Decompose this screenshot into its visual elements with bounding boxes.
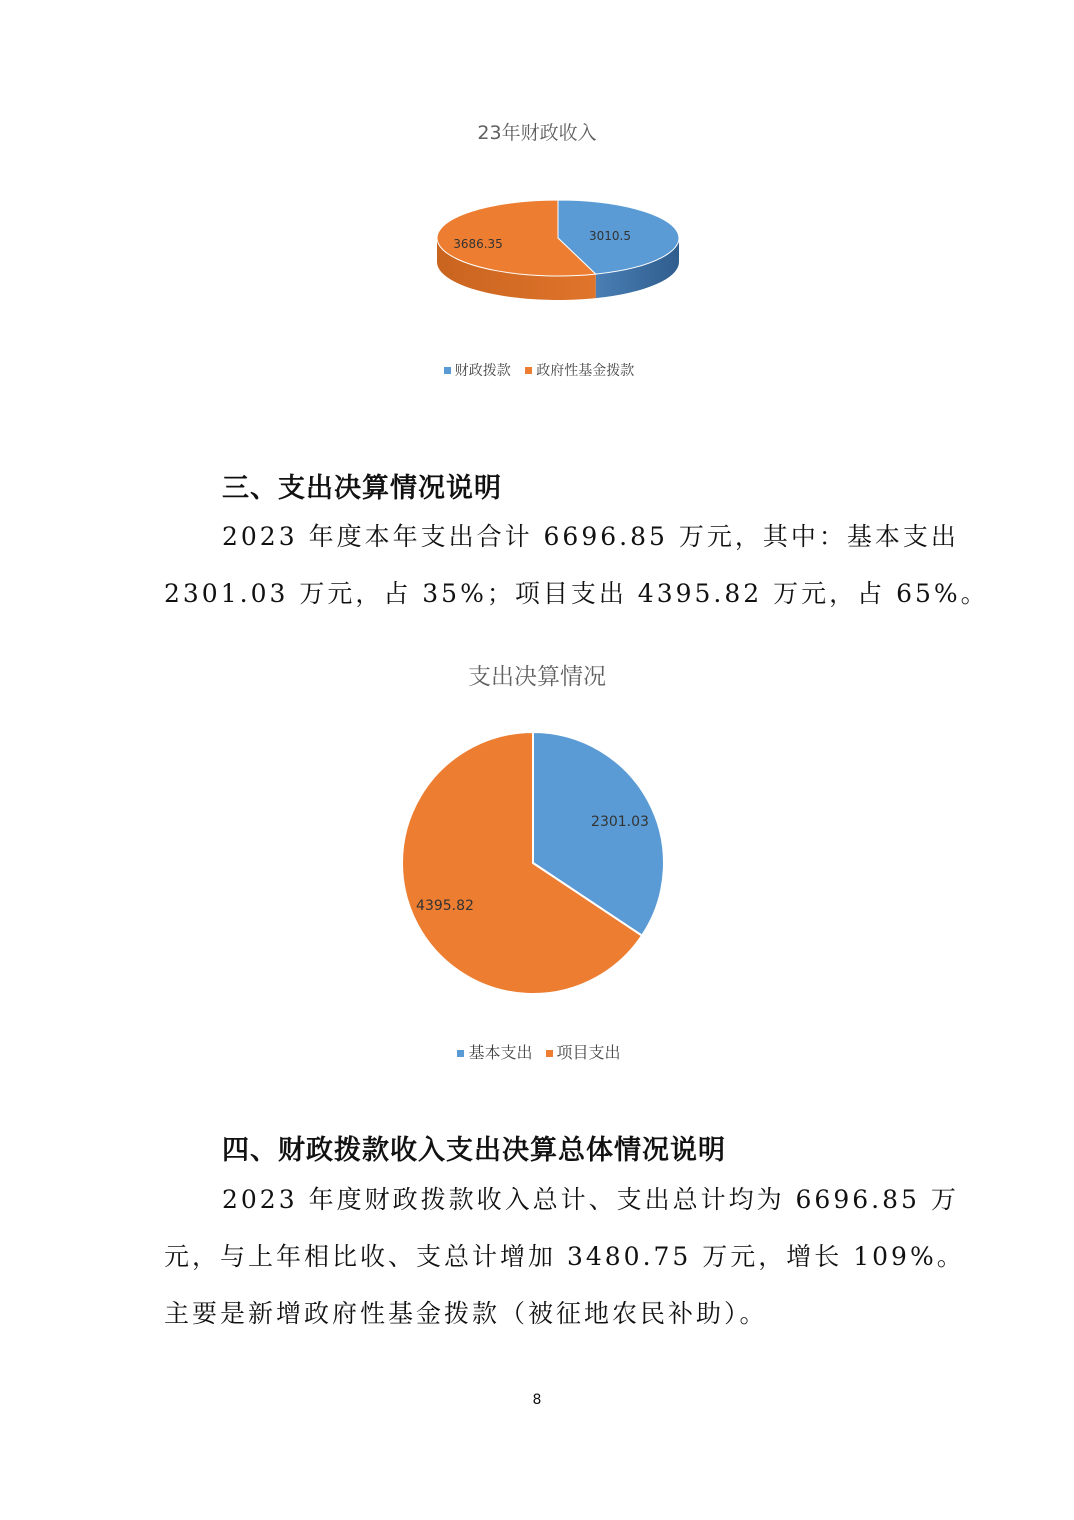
chart1-pie xyxy=(420,190,700,320)
legend-swatch-blue xyxy=(444,367,451,374)
legend-swatch-orange xyxy=(546,1050,553,1057)
section4-line-2: 元，与上年相比收、支总计增加 3480.75 万元，增长 109%。 xyxy=(164,1242,965,1271)
legend-item: 项目支出 xyxy=(556,1043,621,1062)
chart1-label-1: 3686.35 xyxy=(453,237,503,251)
chart1-title: 23年财政收入 xyxy=(477,122,597,144)
chart2-legend xyxy=(0,1040,1074,1063)
chart2-pie xyxy=(395,725,675,1005)
section3-line-2: 2301.03 万元，占 35%；项目支出 4395.82 万元，占 65%。 xyxy=(164,579,989,608)
chart1-label-0: 3010.5 xyxy=(589,229,631,243)
chart2-label-0: 2301.03 xyxy=(591,814,649,830)
legend-item: 财政拨款 xyxy=(454,363,511,379)
section3-line-1: 2023 年度本年支出合计 6696.85 万元，其中：基本支出 xyxy=(222,522,959,551)
chart1-legend xyxy=(0,360,1074,380)
legend-swatch-orange xyxy=(525,367,532,374)
chart2-label-1: 4395.82 xyxy=(416,898,474,914)
chart2-title: 支出决算情况 xyxy=(468,664,606,690)
legend-item: 政府性基金拨款 xyxy=(536,363,635,379)
section3-heading: 三、支出决算情况说明 xyxy=(222,473,502,504)
legend-item: 基本支出 xyxy=(468,1043,533,1062)
section4-line-1: 2023 年度财政拨款收入总计、支出总计均为 6696.85 万 xyxy=(222,1185,959,1214)
legend-swatch-blue xyxy=(457,1050,464,1057)
section4-line-3: 主要是新增政府性基金拨款（被征地农民补助）。 xyxy=(164,1299,768,1328)
page-number: 8 xyxy=(532,1392,542,1408)
section4-heading: 四、财政拨款收入支出决算总体情况说明 xyxy=(222,1135,726,1166)
